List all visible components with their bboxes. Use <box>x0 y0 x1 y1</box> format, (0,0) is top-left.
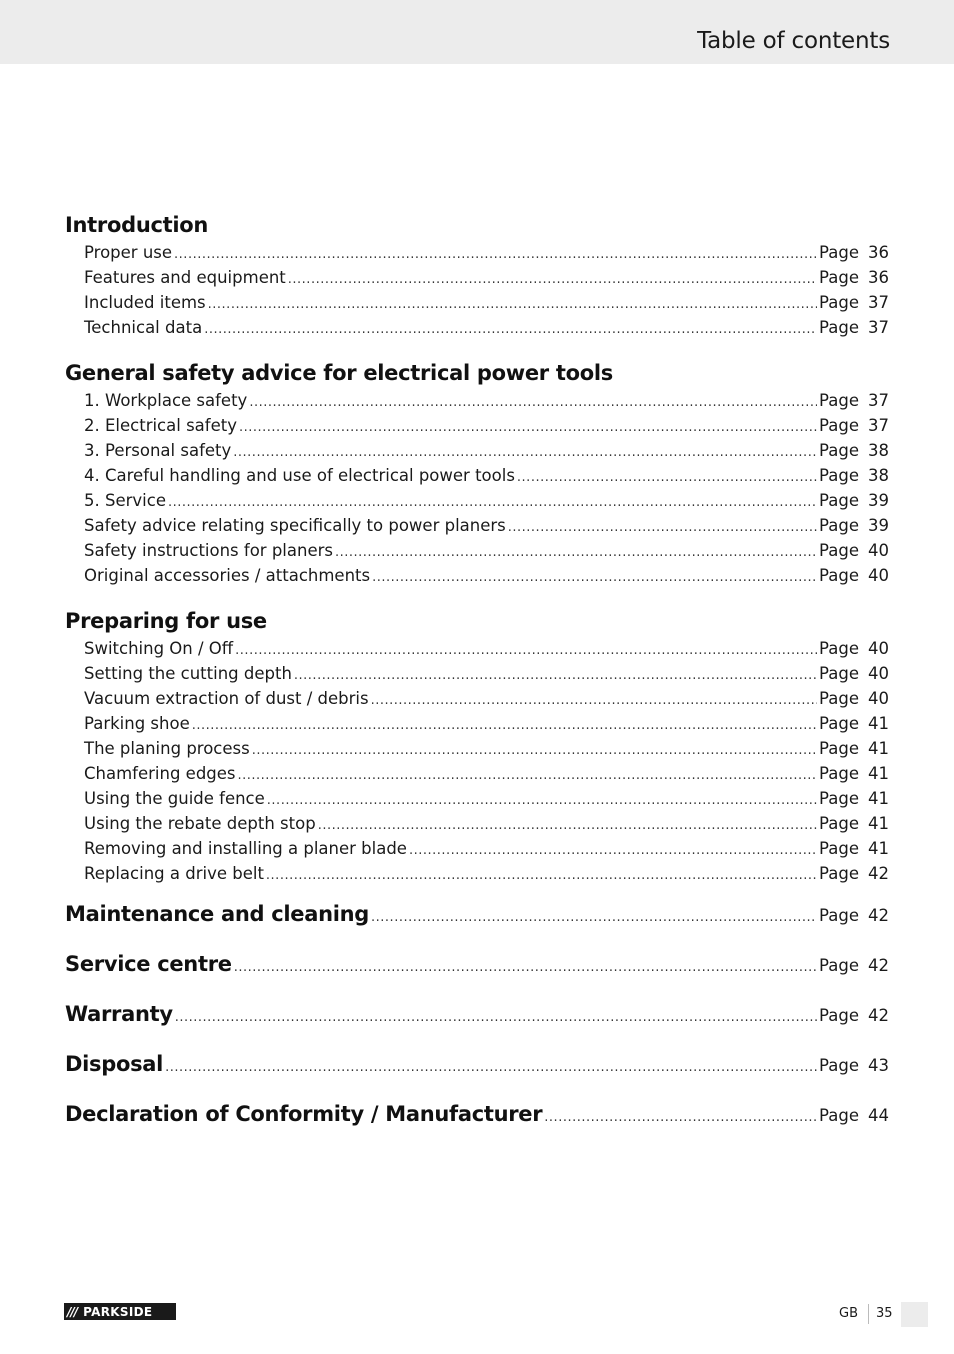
entry-label: Using the rebate depth stop <box>84 814 316 833</box>
entry-label: Included items <box>84 293 206 312</box>
page-word: Page <box>819 466 859 485</box>
dot-leader <box>294 663 817 688</box>
entry-label: Service centre <box>65 952 232 976</box>
dot-leader <box>508 515 817 540</box>
dot-leader <box>517 465 817 490</box>
entry-label: 1. Workplace safety <box>84 391 248 410</box>
page-word: Page <box>819 814 859 833</box>
entry-label: 4. Careful handling and use of electrical power tools <box>84 466 515 485</box>
page-number: 40 <box>868 689 889 708</box>
entry-label: Chamfering edges <box>84 764 236 783</box>
dot-leader <box>318 813 817 838</box>
table-of-contents <box>65 210 889 1146</box>
toc-entry[interactable] <box>65 388 889 413</box>
entry-label: Safety advice relating specifically to power planers <box>84 516 506 535</box>
dot-leader <box>371 688 817 713</box>
footer-divider <box>868 1304 869 1324</box>
toc-entry[interactable] <box>65 686 889 711</box>
toc-heading-entry-maintenance[interactable] <box>65 896 889 946</box>
toc-heading-entry-declaration[interactable] <box>65 1096 889 1146</box>
logo-slashes: /// <box>67 1304 78 1319</box>
page-word: Page <box>819 441 859 460</box>
page-word: Page <box>819 789 859 808</box>
entry-label: Declaration of Conformity / Manufacturer <box>65 1102 543 1126</box>
toc-heading-entry-warranty[interactable] <box>65 996 889 1046</box>
page-word: Page <box>819 839 859 858</box>
toc-entry[interactable] <box>65 861 889 886</box>
page-number: 42 <box>868 1006 889 1025</box>
entry-label: Disposal <box>65 1052 164 1076</box>
logo-text: PARKSIDE <box>83 1304 153 1319</box>
toc-entry[interactable] <box>65 661 889 686</box>
page-number: 40 <box>868 664 889 683</box>
entry-label: Vacuum extraction of dust / debris <box>84 689 369 708</box>
dot-leader <box>371 900 817 936</box>
toc-entry[interactable] <box>65 240 889 265</box>
entry-label: The planing process <box>84 739 250 758</box>
toc-entry[interactable] <box>65 463 889 488</box>
dot-leader <box>235 638 817 663</box>
page-word: Page <box>819 639 859 658</box>
page-number: 37 <box>868 318 889 337</box>
dot-leader <box>288 267 817 292</box>
dot-leader <box>252 738 817 763</box>
page-title: Table of contents <box>697 28 890 54</box>
toc-entry[interactable] <box>65 786 889 811</box>
entry-label: 2. Electrical safety <box>84 416 237 435</box>
entry-label: Original accessories / attachments <box>84 566 371 585</box>
toc-entry[interactable] <box>65 290 889 315</box>
page-number: 40 <box>868 566 889 585</box>
page-number: 39 <box>868 516 889 535</box>
page-number: 37 <box>868 391 889 410</box>
toc-entry[interactable] <box>65 413 889 438</box>
spacer <box>65 340 889 358</box>
page-number: 37 <box>868 416 889 435</box>
entry-label: Removing and installing a planer blade <box>84 839 407 858</box>
dot-leader <box>249 390 817 415</box>
toc-entry[interactable] <box>65 265 889 290</box>
dot-leader <box>335 540 817 565</box>
toc-entry[interactable] <box>65 488 889 513</box>
toc-entry[interactable] <box>65 761 889 786</box>
section-heading[interactable]: Introduction <box>65 213 209 237</box>
page-word: Page <box>819 491 859 510</box>
page-number: 36 <box>868 268 889 287</box>
page-number: 41 <box>868 764 889 783</box>
page-word: Page <box>819 318 859 337</box>
dot-leader <box>192 713 817 738</box>
toc-entry[interactable] <box>65 811 889 836</box>
page-word: Page <box>819 956 859 975</box>
entry-label: Warranty <box>65 1002 173 1026</box>
page-number: 38 <box>868 466 889 485</box>
dot-leader <box>174 242 817 267</box>
toc-entry[interactable] <box>65 636 889 661</box>
dot-leader <box>165 1050 817 1086</box>
page-number: 42 <box>868 906 889 925</box>
page-number: 40 <box>868 541 889 560</box>
parkside-logo <box>64 1303 176 1320</box>
entry-label: Technical data <box>84 318 203 337</box>
toc-heading-entry-disposal[interactable] <box>65 1046 889 1096</box>
page-word: Page <box>819 1056 859 1075</box>
dot-leader <box>234 950 817 986</box>
page-word: Page <box>819 566 859 585</box>
section-heading[interactable]: Preparing for use <box>65 609 267 633</box>
toc-section-general-safety <box>65 358 889 588</box>
page-word: Page <box>819 243 859 262</box>
entry-label: Safety instructions for planers <box>84 541 333 560</box>
entry-label: 3. Personal safety <box>84 441 232 460</box>
spacer <box>65 588 889 606</box>
footer-tab-marker <box>901 1302 928 1327</box>
section-heading[interactable]: General safety advice for electrical power tools <box>65 361 613 385</box>
dot-leader <box>267 788 817 813</box>
page-word: Page <box>819 1106 859 1125</box>
entry-label: Features and equipment <box>84 268 286 287</box>
toc-entry[interactable] <box>65 836 889 861</box>
page-word: Page <box>819 764 859 783</box>
toc-entry[interactable] <box>65 538 889 563</box>
language-code: GB <box>839 1306 858 1321</box>
page-word: Page <box>819 293 859 312</box>
page-number: 44 <box>868 1106 889 1125</box>
dot-leader <box>175 1000 817 1036</box>
toc-entry[interactable] <box>65 736 889 761</box>
page-word: Page <box>819 864 859 883</box>
dot-leader <box>168 490 817 515</box>
entry-label: Switching On / Off <box>84 639 234 658</box>
toc-section-preparing-for-use <box>65 606 889 886</box>
entry-label: Replacing a drive belt <box>84 864 264 883</box>
page-number: 43 <box>868 1056 889 1075</box>
dot-leader <box>233 440 817 465</box>
page-number: 41 <box>868 789 889 808</box>
page-word: Page <box>819 516 859 535</box>
entry-label: Proper use <box>84 243 173 262</box>
page-word: Page <box>819 739 859 758</box>
entry-label: Setting the cutting depth <box>84 664 292 683</box>
page-word: Page <box>819 268 859 287</box>
dot-leader <box>239 415 817 440</box>
page-word: Page <box>819 689 859 708</box>
page-number: 41 <box>868 839 889 858</box>
page-word: Page <box>819 664 859 683</box>
entry-label: 5. Service <box>84 491 166 510</box>
page-number: 40 <box>868 639 889 658</box>
page-word: Page <box>819 714 859 733</box>
toc-entry[interactable] <box>65 513 889 538</box>
page-number: 36 <box>868 243 889 262</box>
page-number: 42 <box>868 864 889 883</box>
entry-label: Using the guide fence <box>84 789 265 808</box>
dot-leader <box>208 292 817 317</box>
page-number: 38 <box>868 441 889 460</box>
toc-heading-entry-service-centre[interactable] <box>65 946 889 996</box>
toc-section-introduction <box>65 210 889 340</box>
dot-leader <box>204 317 817 342</box>
page-word: Page <box>819 541 859 560</box>
page-word: Page <box>819 391 859 410</box>
dot-leader <box>266 863 817 888</box>
dot-leader <box>544 1100 817 1136</box>
page-number: 41 <box>868 739 889 758</box>
page-word: Page <box>819 906 859 925</box>
entry-label: Parking shoe <box>84 714 190 733</box>
dot-leader <box>409 838 817 863</box>
dot-leader <box>238 763 818 788</box>
toc-entry[interactable] <box>65 711 889 736</box>
dot-leader <box>372 565 817 590</box>
page-number: 42 <box>868 956 889 975</box>
page-word: Page <box>819 1006 859 1025</box>
toc-entry[interactable] <box>65 438 889 463</box>
toc-entry[interactable] <box>65 563 889 588</box>
entry-label: Maintenance and cleaning <box>65 902 370 926</box>
page-word: Page <box>819 416 859 435</box>
toc-entry[interactable] <box>65 315 889 340</box>
page-number: 41 <box>868 814 889 833</box>
page-number: 37 <box>868 293 889 312</box>
page-number: 41 <box>868 714 889 733</box>
footer-page-number: 35 <box>876 1306 893 1321</box>
page-number: 39 <box>868 491 889 510</box>
